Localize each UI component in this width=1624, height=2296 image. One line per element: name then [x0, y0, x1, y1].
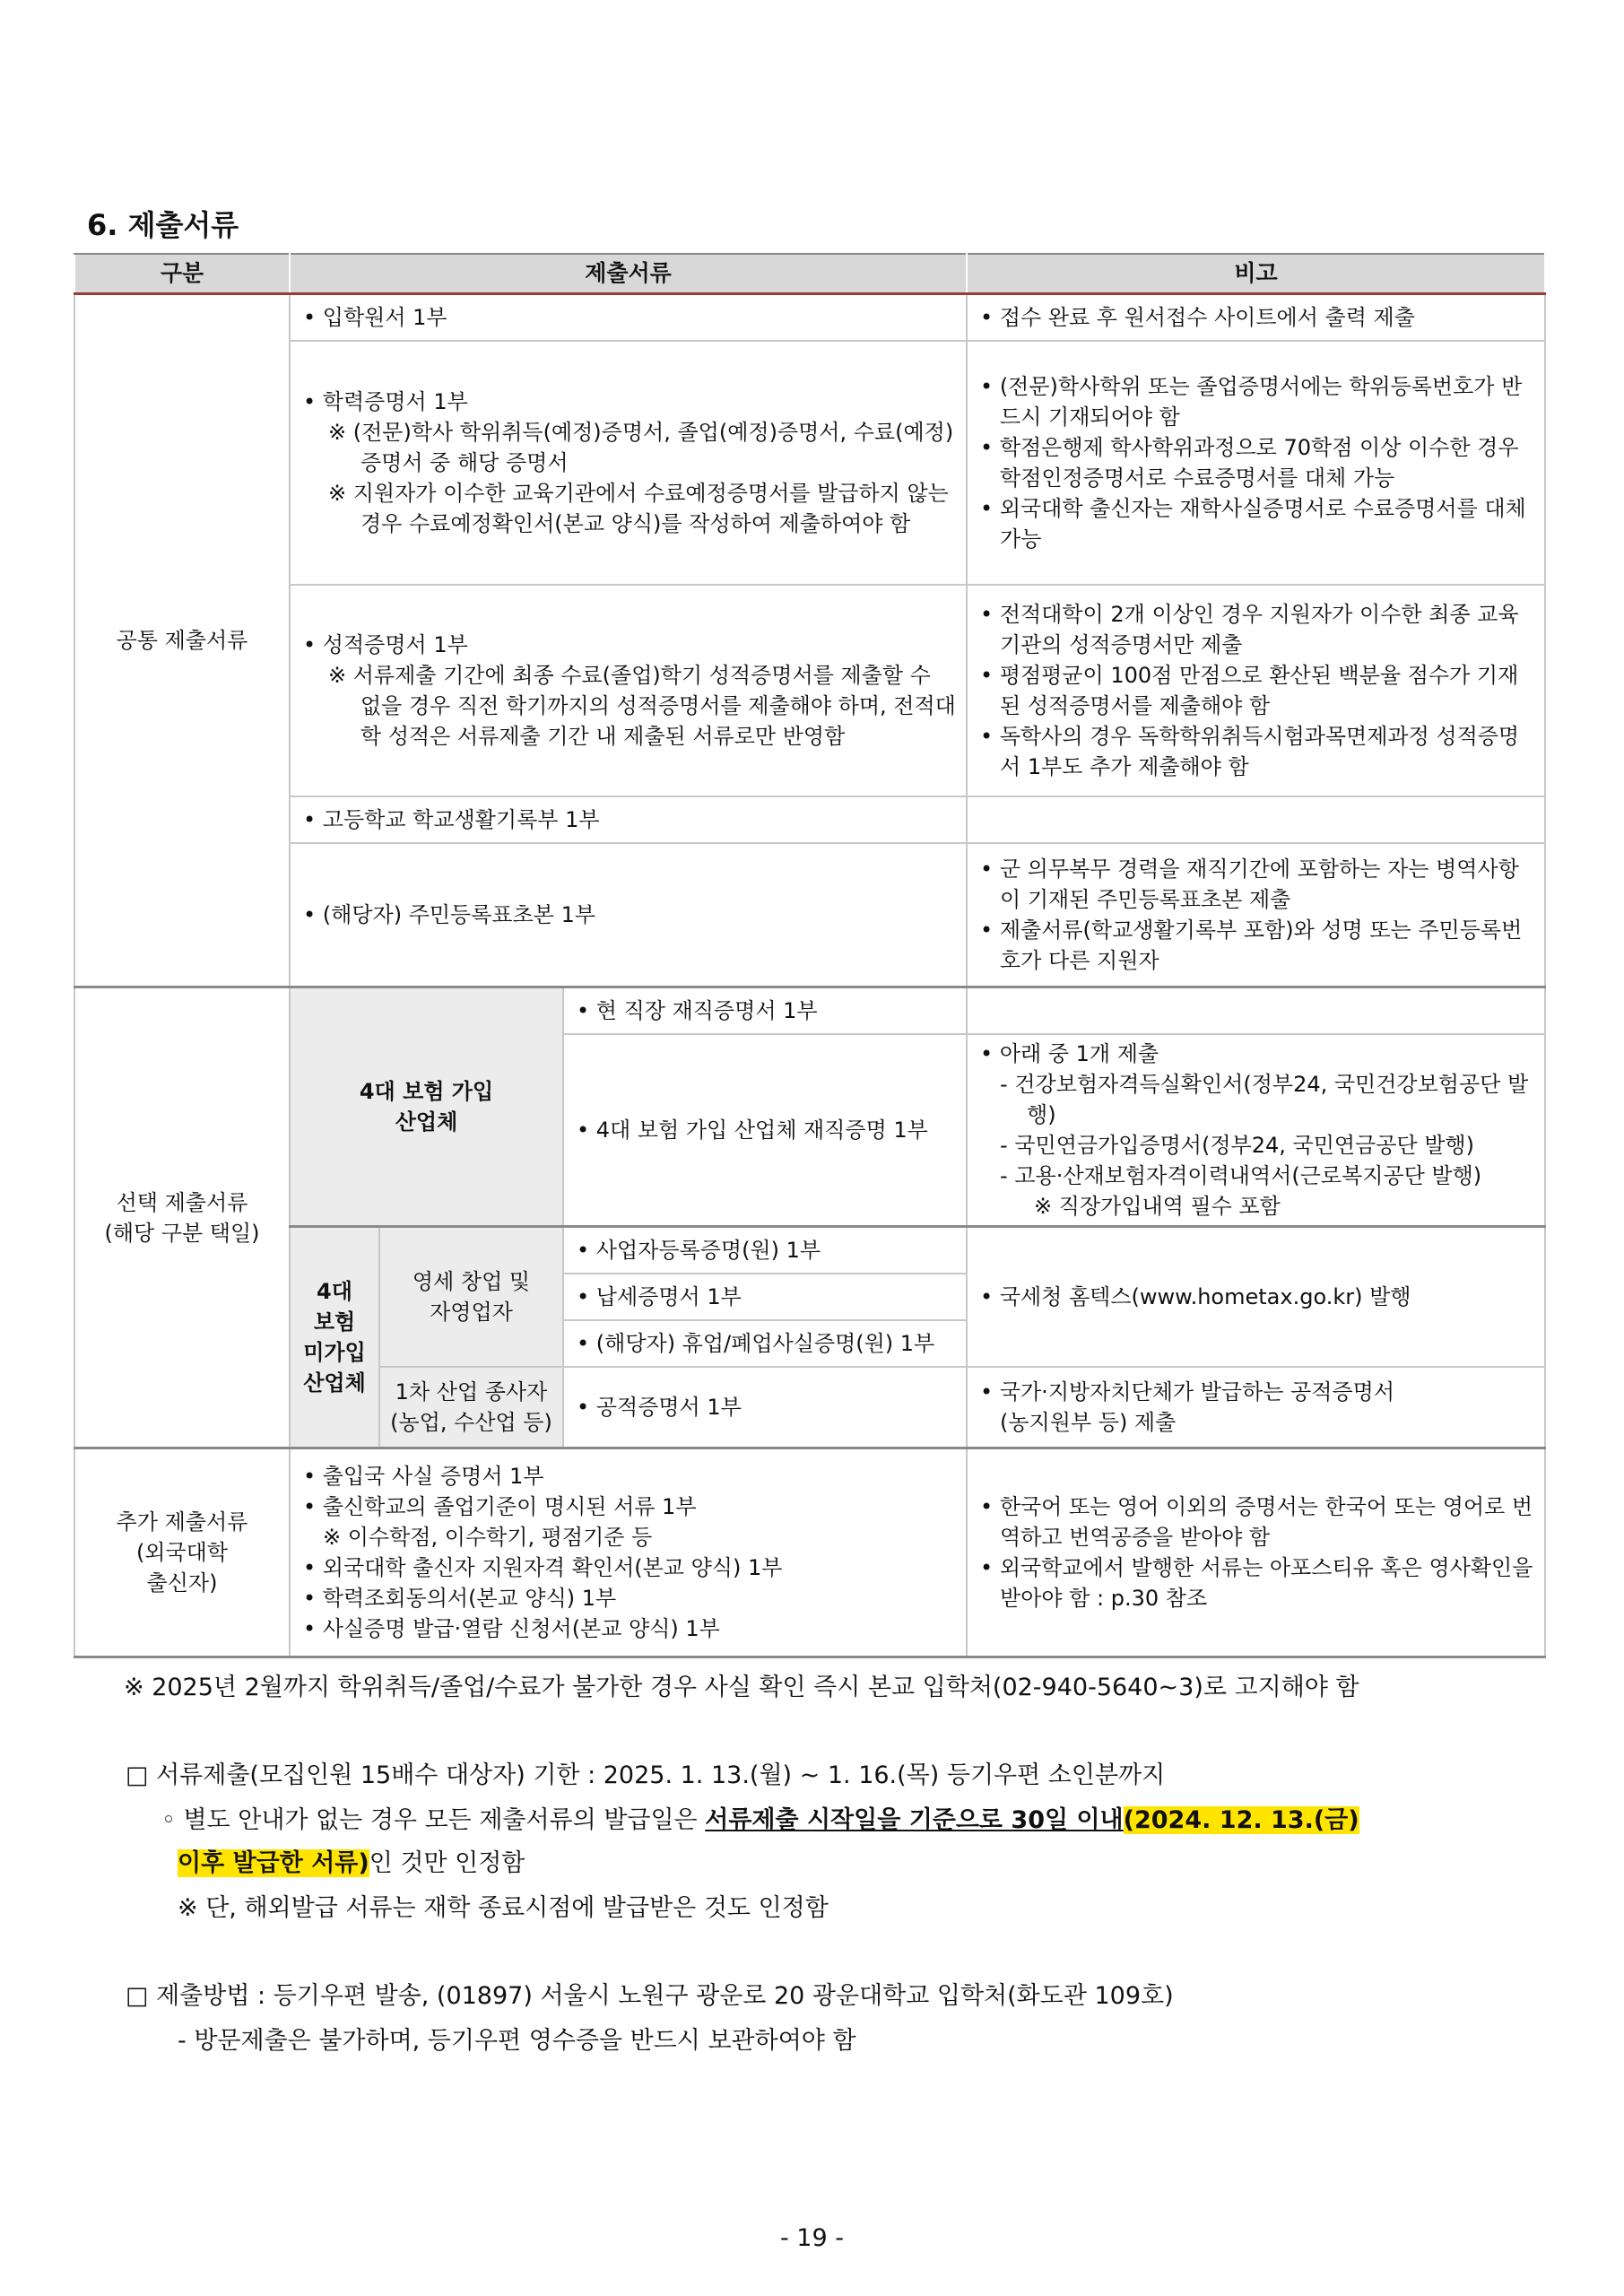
category-additional-line: 추가 제출서류 [116, 1509, 248, 1535]
page-number: - 19 - [779, 2224, 844, 2252]
doc-cell [290, 843, 967, 987]
note-cell-empty [967, 796, 1545, 843]
doc-item: • 입학원서 1부 [303, 305, 447, 330]
note-cell [967, 843, 1545, 987]
doc-item: • 공적증명서 1부 [577, 1395, 742, 1420]
doc-cell [563, 1367, 967, 1448]
doc-item: • 사실증명 발급·열람 신청서(본교 양식) 1부 [303, 1616, 720, 1641]
primary-industry-line2: (농업, 수산업 등) [390, 1410, 552, 1435]
table-header-row [74, 254, 1545, 294]
issue-date-highlight-1: (2024. 12. 13.(금) [1123, 1806, 1359, 1834]
doc-item: • 외국대학 출신자 지원자격 확인서(본교 양식) 1부 [303, 1555, 783, 1580]
doc-cell [563, 1320, 967, 1367]
table-row [74, 843, 1545, 987]
doc-cell [563, 1034, 967, 1227]
category-additional [74, 1448, 290, 1657]
uninsured-label-line: 미가입 [303, 1340, 366, 1365]
doc-note: ※ 이수학점, 이수학기, 평점기준 등 [323, 1525, 653, 1550]
doc-cell [563, 1227, 967, 1274]
table-row [74, 796, 1545, 843]
note-cell [967, 1448, 1545, 1657]
issue-date-rule [161, 1799, 1359, 1842]
category-optional [74, 987, 290, 1448]
submission-method-note: - 방문제출은 불가하며, 등기우편 영수증을 반드시 보관하여야 함 [178, 2027, 856, 2055]
table-row [74, 341, 1545, 585]
table-row [74, 987, 1545, 1035]
table-row [74, 1448, 1545, 1657]
note-item: (농지원부 등) 제출 [1000, 1410, 1177, 1435]
note-item: • 국세청 홈텍스(www.hometax.go.kr) 발행 [980, 1284, 1411, 1309]
note-cell [967, 1227, 1545, 1368]
note-item: • 독학사의 경우 독학학위취득시험과목면제과정 성적증명서 1부도 추가 제출해야 함 [980, 724, 1520, 779]
category-optional-line2: (해당 구분 택일) [104, 1220, 260, 1246]
note-item: • 제출서류(학교생활기록부 포함)와 성명 또는 주민등록번호가 다른 지원자 [980, 918, 1523, 973]
overseas-note: ※ 단, 해외발급 서류는 재학 종료시점에 발급받은 것도 인정함 [178, 1894, 829, 1922]
note-item: • 군 의무복무 경력을 재직기간에 포함하는 자는 병역사항이 기재된 주민등록표초본 제출 [980, 857, 1519, 912]
issue-date-rule-cont [178, 1842, 525, 1885]
self-employed-line1: 영세 창업 및 [412, 1269, 531, 1294]
note-item: • 전적대학이 2개 이상인 경우 지원자가 이수한 최종 교육기관의 성적증명서만 제출 [980, 602, 1519, 657]
note-cell-empty [967, 987, 1545, 1035]
note-item: • (전문)학사학위 또는 졸업증명서에는 학위등록번호가 반드시 기재되어야 함 [980, 374, 1523, 430]
footnote: ※ 2025년 2월까지 학위취득/졸업/수료가 불가한 경우 사실 확인 즉시 본교 입학처(02-940-5640~3)로 고지해야 함 [124, 1674, 1359, 1701]
insured-label-line2: 산업체 [395, 1109, 458, 1135]
doc-item: • 출입국 사실 증명서 1부 [303, 1464, 544, 1489]
primary-industry-label [379, 1367, 563, 1448]
note-cell [967, 1034, 1545, 1227]
header-documents: 제출서류 [290, 254, 967, 294]
uninsured-label-line: 보험 [313, 1309, 356, 1335]
doc-item: • 고등학교 학교생활기록부 1부 [303, 807, 600, 832]
issue-date-highlight-2: 이후 발급한 서류) [178, 1849, 369, 1877]
doc-item: • 학력조회동의서(본교 양식) 1부 [303, 1586, 617, 1611]
issue-date-rule-start: ◦ 별도 안내가 없는 경우 모든 제출서류의 발급일은 [161, 1806, 706, 1834]
doc-item: • 납세증명서 1부 [577, 1284, 742, 1309]
note-cell [967, 585, 1545, 796]
doc-cell [290, 1448, 967, 1657]
doc-item: • 4대 보험 가입 산업체 재직증명 1부 [577, 1118, 928, 1143]
documents-table [74, 253, 1546, 1658]
primary-industry-line1: 1차 산업 종사자 [395, 1379, 548, 1405]
doc-item: • 사업자등록증명(원) 1부 [577, 1238, 821, 1263]
category-additional-line: (외국대학 [135, 1540, 229, 1565]
doc-cell [290, 585, 967, 796]
note-subitem: - 국민연금가입증명서(정부24, 국민연금공단 발행) [1000, 1133, 1474, 1158]
doc-item: • (해당자) 주민등록표초본 1부 [303, 902, 596, 927]
issue-date-window: 서류제출 시작일을 기준으로 30일 이내 [705, 1806, 1124, 1834]
note-item: • 국가·지방자치단체가 발급하는 공적증명서 [980, 1379, 1395, 1405]
note-cell [967, 294, 1545, 342]
doc-item: • (해당자) 휴업/폐업사실증명(원) 1부 [577, 1331, 935, 1356]
note-subitem: - 건강보험자격득실확인서(정부24, 국민건강보험공단 발행) [1000, 1072, 1529, 1127]
note-item: • 학점은행제 학사학위과정으로 70학점 이상 이수한 경우 학점인정증명서로 수료증명서를 대체 가능 [980, 435, 1519, 491]
doc-note: ※ 서류제출 기간에 최종 수료(졸업)학기 성적증명서를 제출할 수 없을 경우 직전 학기까지의 성적증명서를 제출해야 하며, 전적대학 성적은 서류제출 기간 내 제출된 서류로만 반영함 [328, 663, 956, 749]
self-employed-label [379, 1227, 563, 1368]
note-item: • 아래 중 1개 제출 [980, 1041, 1159, 1066]
note-item: • 한국어 또는 영어 이외의 증명서는 한국어 또는 영어로 번역하고 번역공증을 받아야 함 [980, 1494, 1533, 1550]
note-item: • 평점평균이 100점 만점으로 환산된 백분율 점수가 기재된 성적증명서를 제출해야 함 [980, 663, 1519, 718]
header-category: 구분 [74, 254, 290, 294]
doc-cell [290, 796, 967, 843]
doc-item: • 현 직장 재직증명서 1부 [577, 998, 818, 1023]
note-item: • 접수 완료 후 원서접수 사이트에서 출력 제출 [980, 305, 1415, 330]
table-row [74, 1227, 1545, 1274]
insured-label [290, 987, 563, 1227]
uninsured-label-line: 산업체 [303, 1370, 366, 1396]
note-cell [967, 1367, 1545, 1448]
insured-label-line1: 4대 보험 가입 [359, 1079, 494, 1104]
header-remarks: 비고 [967, 254, 1545, 294]
uninsured-label [290, 1227, 379, 1448]
category-additional-line: 출신자) [146, 1570, 218, 1596]
note-subitem: - 고용·산재보험자격이력내역서(근로복지공단 발행) [1000, 1163, 1482, 1188]
doc-item: • 출신학교의 졸업기준이 명시된 서류 1부 [303, 1494, 697, 1519]
note-subitem: ※ 직장가입내역 필수 포함 [1034, 1194, 1281, 1219]
doc-cell [290, 341, 967, 585]
doc-cell [563, 987, 967, 1035]
doc-item: • 성적증명서 1부 [303, 632, 468, 657]
self-employed-line2: 자영업자 [430, 1300, 513, 1325]
uninsured-label-line: 4대 [317, 1279, 352, 1304]
doc-note: ※ (전문)학사 학위취득(예정)증명서, 졸업(예정)증명서, 수료(예정)증명서 중 해당 증명서 [328, 420, 954, 475]
note-cell [967, 341, 1545, 585]
category-common: 공통 제출서류 [74, 294, 290, 987]
category-optional-line1: 선택 제출서류 [116, 1189, 248, 1215]
table-row [74, 294, 1545, 342]
submission-deadline: □ 서류제출(모집인원 15배수 대상자) 기한 : 2025. 1. 13.(월) ~ 1. 16.(목) 등기우편 소인분까지 [126, 1761, 1166, 1789]
issue-date-rule-end: 인 것만 인정함 [369, 1849, 525, 1877]
doc-cell [290, 294, 967, 342]
table-row [74, 585, 1545, 796]
note-item: • 외국학교에서 발행한 서류는 아포스티유 혹은 영사확인을 받아야 함 : p.30 참조 [980, 1555, 1533, 1611]
doc-cell [563, 1274, 967, 1320]
submission-method: □ 제출방법 : 등기우편 발송, (01897) 서울시 노원구 광운로 20 광운대학교 입학처(화도관 109호) [126, 1982, 1174, 2010]
doc-item: • 학력증명서 1부 [303, 389, 468, 414]
doc-note: ※ 지원자가 이수한 교육기관에서 수료예정증명서를 발급하지 않는 경우 수료예정확인서(본교 양식)를 작성하여 제출하여야 함 [328, 481, 949, 536]
section-title: 6. 제출서류 [87, 208, 239, 242]
note-item: • 외국대학 출신자는 재학사실증명서로 수료증명서를 대체 가능 [980, 496, 1526, 552]
